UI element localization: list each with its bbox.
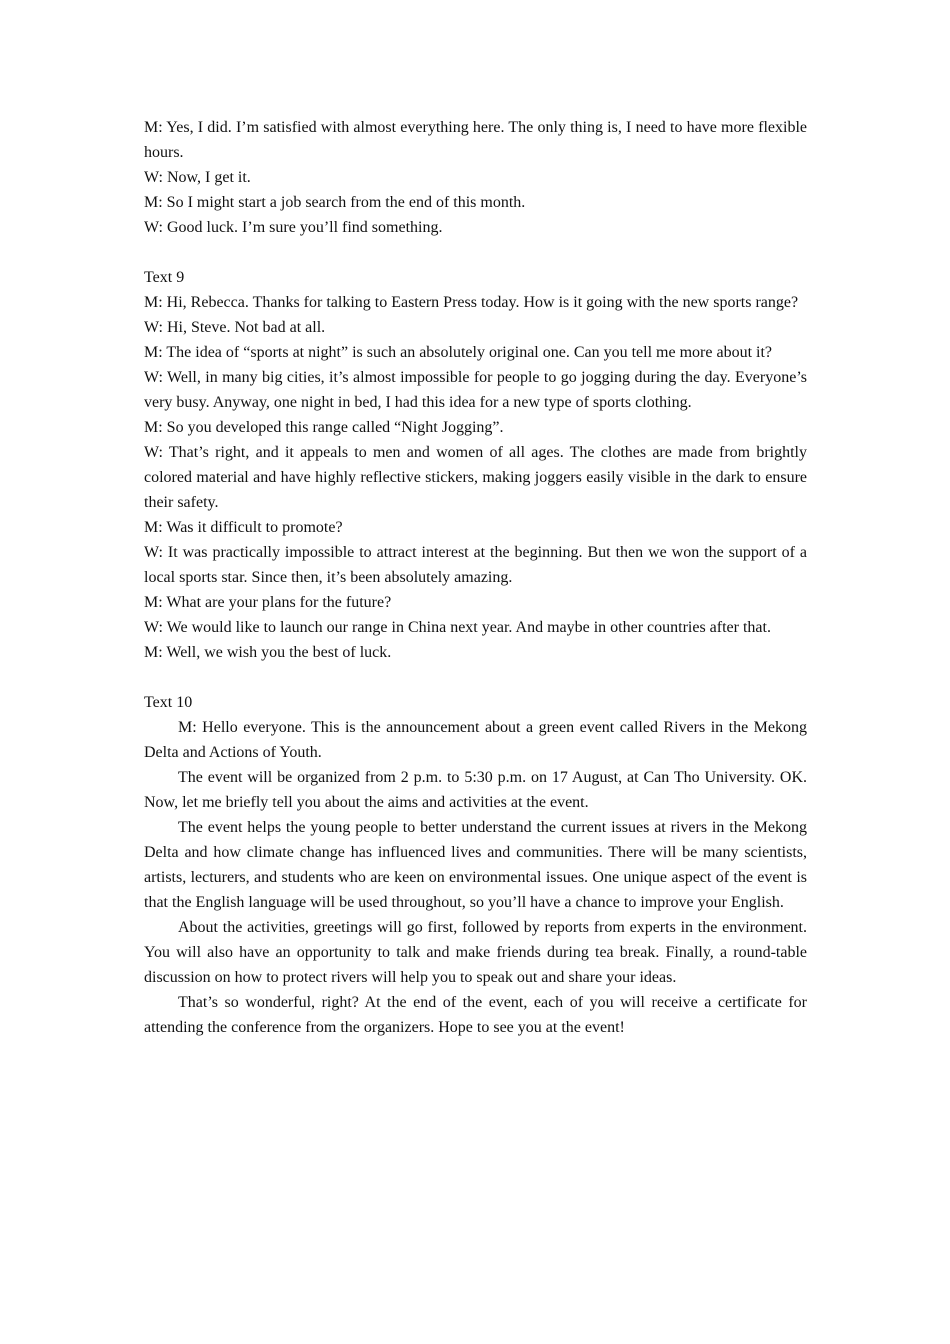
document-page <box>144 115 807 1040</box>
dialogue-line: M: The idea of “sports at night” is such an absolutely original one. Can you tell me more about it? <box>144 344 773 361</box>
section-heading: Text 10 <box>144 694 193 711</box>
dialogue-line: M: So you developed this range called “Night Jogging”. <box>144 419 504 436</box>
section-spacer <box>144 665 807 690</box>
dialogue-line: M: So I might start a job search from the end of this month. <box>144 194 526 211</box>
dialogue-line: W: It was practically impossible to attract interest at the beginning. But then we won the support of a local sports star. Since then, it’s been absolutely amazing. <box>144 544 807 586</box>
dialogue-line: W: We would like to launch our range in China next year. And maybe in other countries after that. <box>144 619 771 636</box>
section-heading: Text 9 <box>144 269 185 286</box>
dialogue-line: W: Now, I get it. <box>144 169 251 186</box>
dialogue-line: M: Was it difficult to promote? <box>144 519 343 536</box>
dialogue-line: M: Well, we wish you the best of luck. <box>144 644 392 661</box>
dialogue-line: W: That’s right, and it appeals to men and women of all ages. The clothes are made from brightly colored material and have highly reflective stickers, making joggers easily visible in the dark to ensure their safety. <box>144 444 807 511</box>
text8-tail-section <box>144 115 807 240</box>
dialogue-line: M: Yes, I did. I’m satisfied with almost everything here. The only thing is, I need to have more flexible hours. <box>144 119 807 161</box>
dialogue-line: W: Good luck. I’m sure you’ll find something. <box>144 219 443 236</box>
announcement-paragraph: That’s so wonderful, right? At the end of the event, each of you will receive a certificate for attending the conference from the organizers. Hope to see you at the event! <box>144 994 807 1036</box>
announcement-paragraph: The event will be organized from 2 p.m. to 5:30 p.m. on 17 August, at Can Tho University. OK. Now, let me briefly tell you about the aims and activities at the event. <box>144 769 807 811</box>
dialogue-line: W: Hi, Steve. Not bad at all. <box>144 319 326 336</box>
announcement-paragraph: M: Hello everyone. This is the announcement about a green event called Rivers in the Mekong Delta and Actions of Youth. <box>144 719 807 761</box>
section-spacer <box>144 240 807 265</box>
dialogue-line: W: Well, in many big cities, it’s almost impossible for people to go jogging during the day. Everyone’s very busy. Anyway, one night in bed, I had this idea for a new type of sports clothing. <box>144 369 807 411</box>
text10-section <box>144 690 807 1040</box>
text9-section <box>144 265 807 665</box>
announcement-paragraph: The event helps the young people to better understand the current issues at rivers in the Mekong Delta and how climate change has influenced lives and communities. There will be many scientists, artists, lecturers, and students who are keen on environmental issues. One unique aspect of the event is that the English language will be used throughout, so you’ll have a chance to improve your English. <box>144 819 807 911</box>
dialogue-line: M: Hi, Rebecca. Thanks for talking to Eastern Press today. How is it going with the new sports range? <box>144 294 799 311</box>
dialogue-line: M: What are your plans for the future? <box>144 594 392 611</box>
announcement-paragraph: About the activities, greetings will go first, followed by reports from experts in the environment. You will also have an opportunity to talk and make friends during tea break. Finally, a round-table discussion on how to protect rivers will help you to speak out and share your ideas. <box>144 919 807 986</box>
